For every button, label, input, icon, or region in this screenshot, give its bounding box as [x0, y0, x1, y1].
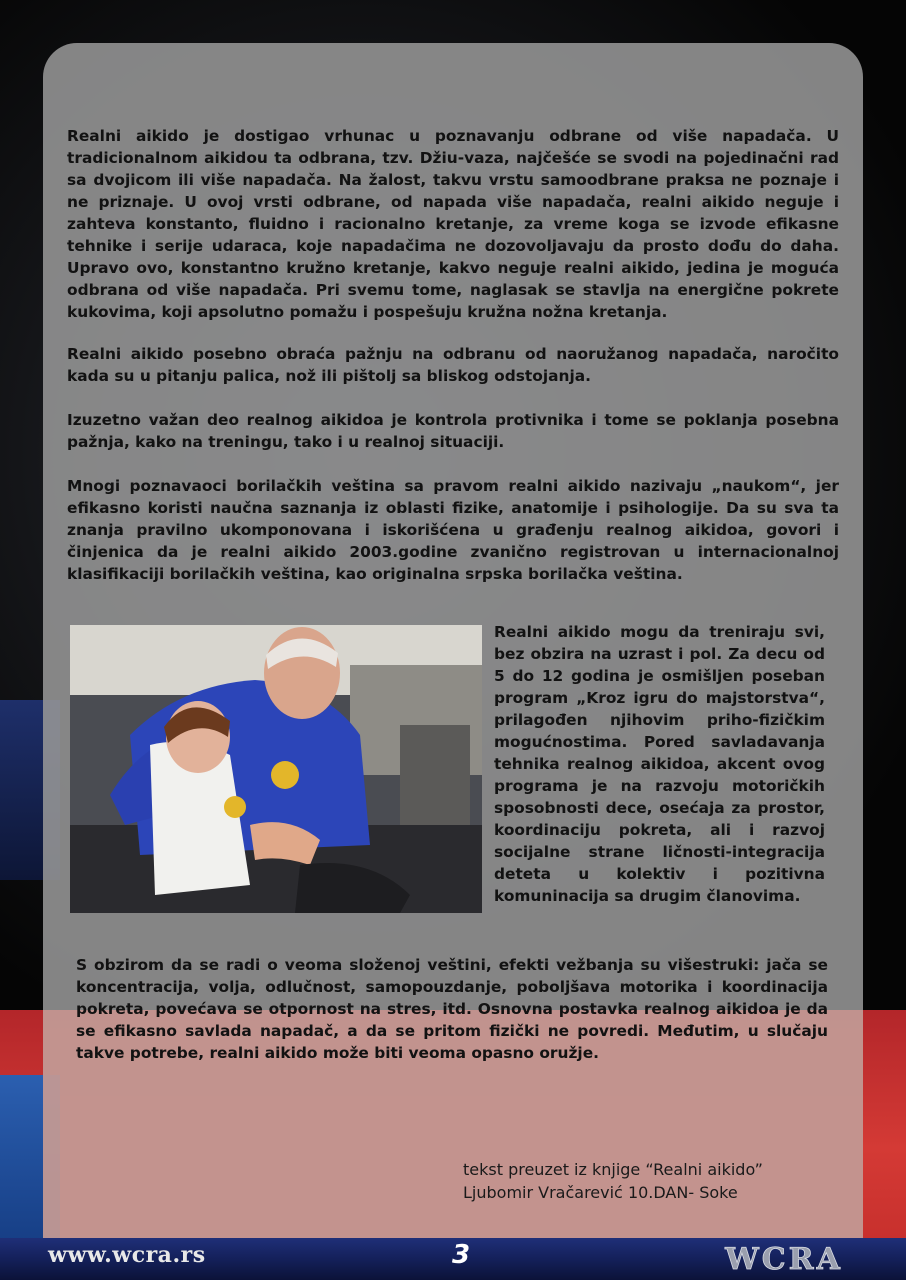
source-credit [463, 1158, 763, 1204]
page-number: 3 [452, 1240, 471, 1270]
footer-bar [0, 1238, 906, 1280]
paragraph-children-program: Realni aikido mogu da treniraju svi, bez obzira na uzrast i pol. Za decu od 5 do 12 godina je osmišljen poseban program „Kroz igru do majstorstva“, prilagođen njihovim priho-fizičkim mogućnostima. Pored savladavanja tehnika realnog aikidoa, akcent ovog programa je na razvoju motoričkih sposobnosti dece, osećaja za prostor, koordinaciju pokreta, ali i razvoj socijalne strane ličnosti-integracija deteta u kolektiv i pozitivna komuninacija sa drugim članovima. [494, 623, 825, 905]
credit-author: Ljubomir Vračarević 10.DAN- Soke [463, 1183, 738, 1202]
svg-text:WCRA: WCRA [725, 1242, 843, 1276]
footer-website-link[interactable]: www.wcra.rs [48, 1242, 206, 1268]
training-photo [70, 625, 482, 913]
paragraph-armed-attacker: Realni aikido posebno obraća pažnju na odbranu od naoružanog napadača, naročito kada su u pitanju palica, nož ili pištolj sa bliskog odstojanja. [67, 345, 839, 385]
training-photo-illustration [70, 625, 482, 913]
paragraph-science: Mnogi poznavaoci borilačkih veština sa pravom realni aikido nazivaju „naukom“, jer efikasno koristi naučna saznanja iz oblasti fizike, anatomije i psihologije. Da su sva ta znanja pravilno ukomponovana i iskorišćena u građenju realnog aikidoa, govori i činjenica da je realni aikido 2003.godine zvanično registrovan u internacionalnoj klasifikaciji borilačkih veština, kao originalna srpska borilačka veština. [67, 477, 839, 583]
wcra-logo [712, 1240, 856, 1276]
paragraph-opponent-control: Izuzetno važan deo realnog aikidoa je kontrola protivnika i tome se poklanja posebna pažnja, kako na treningu, tako i u realnoj situaciji. [67, 411, 839, 451]
credit-book: tekst preuzet iz knjige “Realni aikido” [463, 1160, 763, 1179]
paragraph-training-effects: S obzirom da se radi o veoma složenoj veštini, efekti vežbanja su višestruki: jača se koncentracija, volja, odlučnost, samopouzdanje, poboljšava motorika i koordinacija pokreta, povećava se otpornost na stres, itd. Osnovna postavka realnog aikidoa je da se efikasno savlada napadač, a da se pritom fizički ne povredi. Međutim, u slučaju takve potrebe, realni aikido može biti veoma opasno oružje. [76, 956, 828, 1062]
paragraph-multiple-attackers: Realni aikido je dostigao vrhunac u poznavanju odbrane od više napadača. U tradicionalnom aikidou ta odbrana, tzv. Džiu-vaza, najčešće se svodi na pojedinačni rad sa dvojicom ili više napadača. Na žalost, takvu vrstu samoodbrane praksa ne poznaje i ne priznaje. U ovoj vrsti odbrane, od napada više napadača, realni aikido neguje i zahteva konstanto, fluidno i racionalno kretanje, za vreme koga se izvode efikasne tehnike i serije udaraca, koje napadačima ne dozovoljavaju da prosto dođu do daha. Upravo ovo, konstantno kružno kretanje, kakvo neguje realni aikido, jedina je moguća odbrana od više napadača. Pri svemu tome, naglasak se stavlja na energične pokrete kukovima, koji apsolutno pomažu i pospešuju kružna nožna kretanja. [67, 127, 839, 321]
